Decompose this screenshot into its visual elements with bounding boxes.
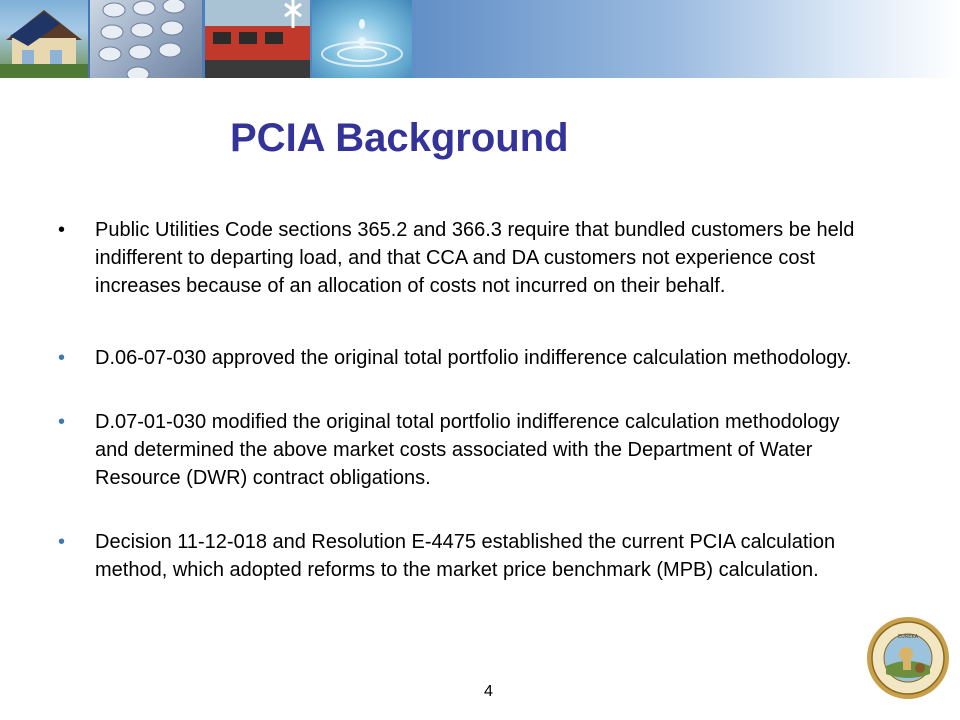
bullet-text: D.06-07-030 approved the original total portfolio indifference calculation methodology. [95,347,852,369]
bullet-item [58,528,878,584]
bullet-marker: • [58,219,66,241]
bullet-item [58,408,878,492]
bullet-marker: • [58,411,66,433]
bullet-item [58,344,878,372]
california-puc-seal [866,616,950,700]
svg-text:EUREKA: EUREKA [897,634,919,640]
house-solar-photo [0,0,88,78]
water-drop-photo [312,0,412,78]
page-number: 4 [484,683,493,700]
bullet-marker: • [58,347,66,369]
slide-title: PCIA Background [230,116,569,160]
bullet-item [58,216,878,300]
phone-keypad-photo [90,0,202,78]
bullet-text: D.07-01-030 modified the original total portfolio indifference calculation methodology and determined the above market costs associated with the Department of Water Resource (DWR) contract obligations. [95,411,840,489]
train-photo [205,0,310,78]
bullet-text: Public Utilities Code sections 365.2 and 366.3 require that bundled customers be held indifferent to departing load, and that CCA and DA customers not experience cost increases because of an allocation of costs not incurred on their behalf. [95,219,855,297]
bullet-text: Decision 11-12-018 and Resolution E-4475 established the current PCIA calculation method, which adopted reforms to the market price benchmark (MPB) calculation. [95,531,836,581]
bullet-marker: • [58,531,66,553]
header-banner [0,0,960,78]
bullet-list [58,216,878,584]
